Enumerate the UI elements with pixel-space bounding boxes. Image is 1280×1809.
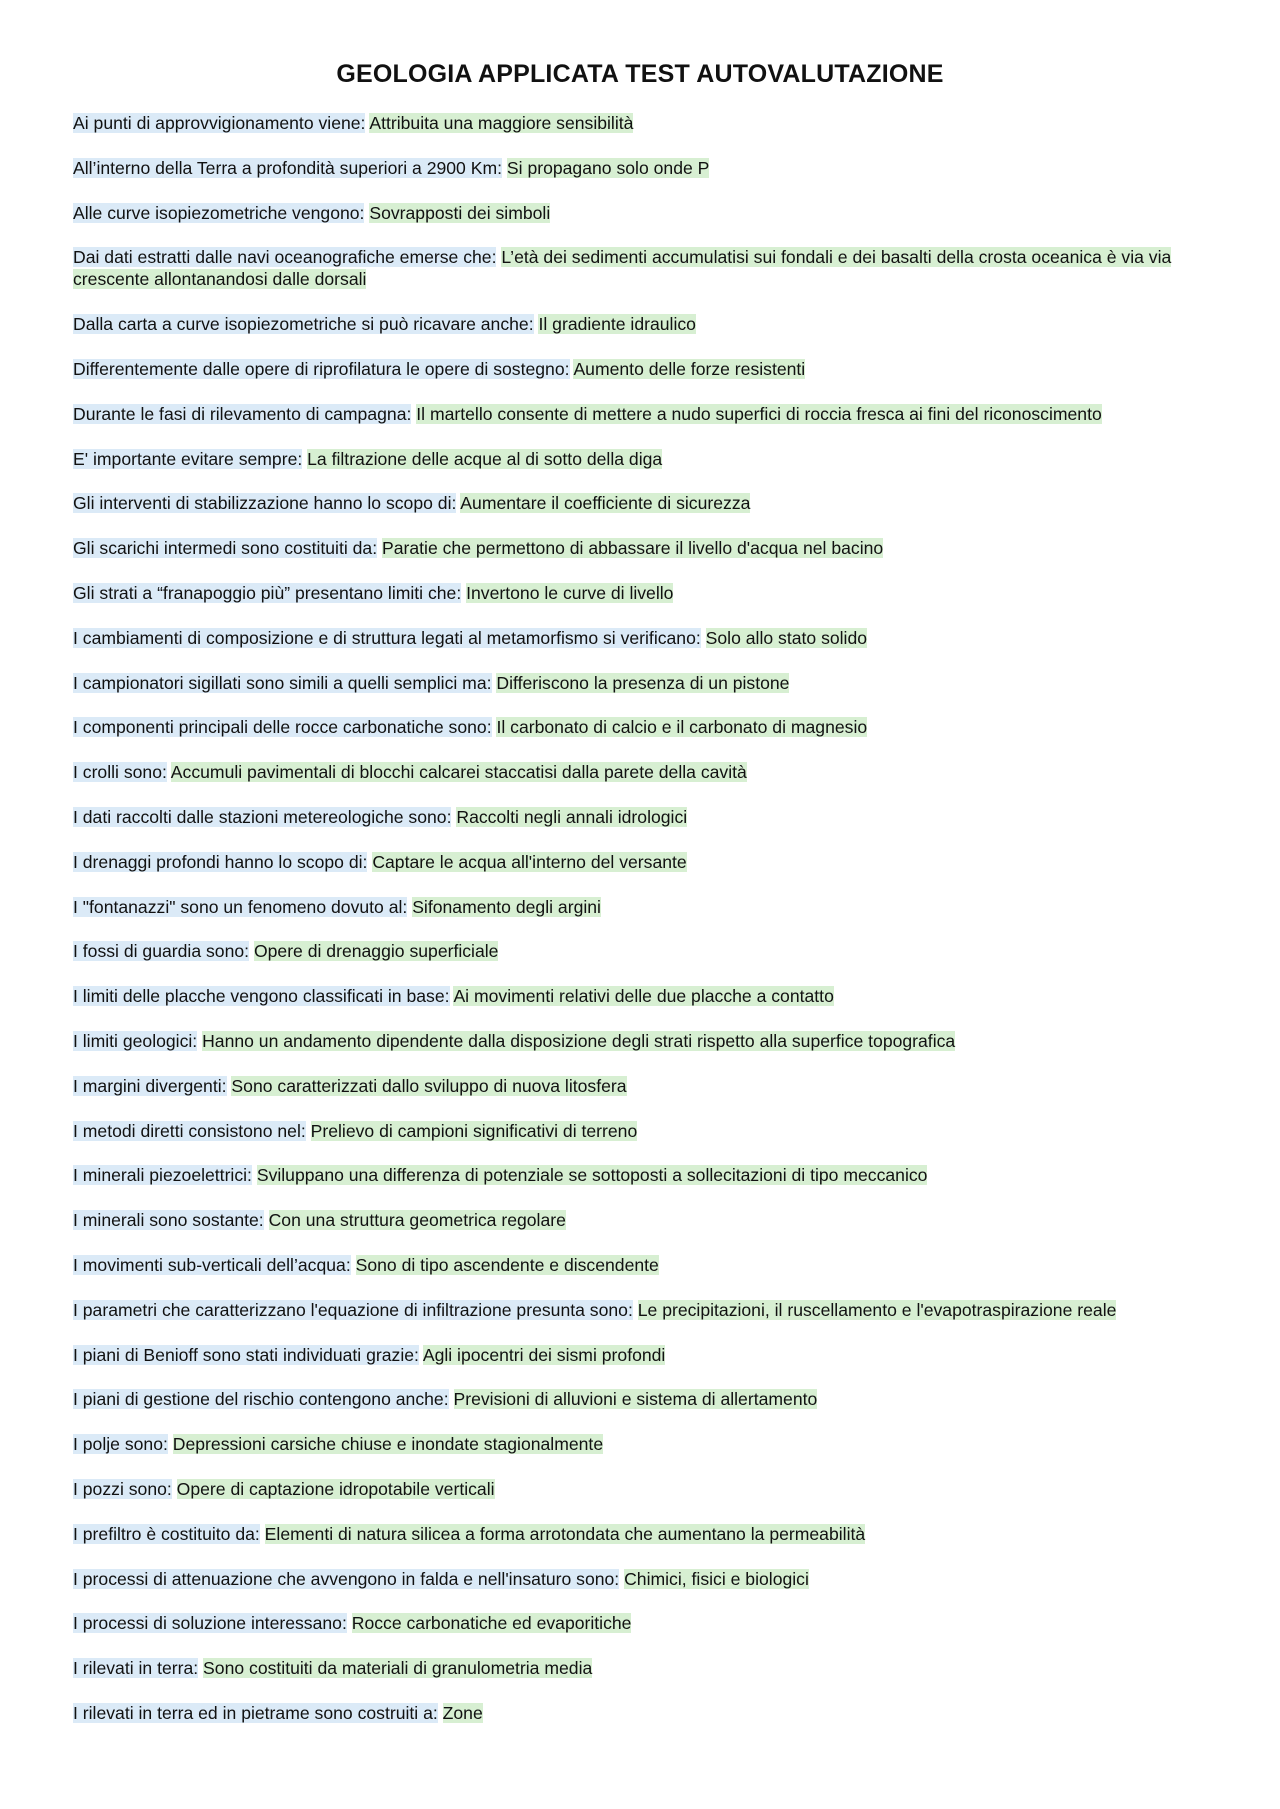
- answer-text: La filtrazione delle acque al di sotto della diga: [307, 448, 663, 469]
- answer-text: Con una struttura geometrica regolare: [268, 1210, 566, 1231]
- answer-text: Depressioni carsiche chiuse e inondate stagionalmente: [172, 1434, 604, 1455]
- answer-text: Elementi di natura silicea a forma arrotondata che aumentano la permeabilità: [264, 1523, 866, 1544]
- qa-item: [73, 537, 1213, 559]
- answer-text: Opere di drenaggio superficiale: [253, 941, 499, 962]
- qa-item: [73, 1523, 1213, 1545]
- answer-text: Le precipitazioni, il ruscellamento e l'evapotraspirazione reale: [637, 1299, 1117, 1320]
- question-text: I fossi di guardia sono:: [73, 941, 250, 962]
- qa-item: [73, 1299, 1213, 1321]
- question-text: I drenaggi profondi hanno lo scopo di:: [73, 851, 368, 872]
- question-text: I crolli sono:: [73, 762, 167, 783]
- answer-text: Chimici, fisici e biologici: [624, 1568, 809, 1589]
- answer-text: Differiscono la presenza di un pistone: [496, 672, 790, 693]
- answer-text: Attribuita una maggiore sensibilità: [369, 113, 634, 133]
- answer-text: Il martello consente di mettere a nudo superfici di roccia fresca ai fini del riconoscimento: [416, 403, 1102, 424]
- question-text: I cambiamenti di composizione e di struttura legati al metamorfismo si verificano:: [73, 627, 701, 648]
- qa-item: [73, 1030, 1213, 1052]
- answer-text: Agli ipocentri dei sismi profondi: [422, 1344, 666, 1365]
- qa-item: [73, 1388, 1213, 1410]
- qa-item: [73, 112, 1213, 134]
- answer-text: Aumento delle forze resistenti: [573, 358, 806, 379]
- qa-item: [73, 1433, 1213, 1455]
- question-text: Dalla carta a curve isopiezometriche si può ricavare anche:: [73, 314, 534, 335]
- question-text: I movimenti sub-verticali dell’acqua:: [73, 1254, 351, 1275]
- qa-item: [73, 448, 1213, 470]
- answer-text: Sifonamento degli argini: [412, 896, 601, 917]
- question-text: I dati raccolti dalle stazioni metereologiche sono:: [73, 806, 452, 827]
- question-text: I pozzi sono:: [73, 1478, 172, 1499]
- answer-text: Prelievo di campioni significativi di terreno: [310, 1120, 638, 1141]
- qa-item: [73, 1657, 1213, 1679]
- qa-item: [73, 1209, 1213, 1231]
- qa-item: [73, 1075, 1213, 1097]
- question-text: I piani di gestione del rischio contengono anche:: [73, 1389, 449, 1410]
- answer-text: Sono di tipo ascendente e discendente: [355, 1254, 659, 1275]
- question-text: I prefiltro è costituito da:: [73, 1523, 260, 1544]
- qa-item: [73, 985, 1213, 1007]
- qa-item: [73, 1120, 1213, 1142]
- answer-text: Accumuli pavimentali di blocchi calcarei staccatisi dalla parete della cavità: [170, 762, 747, 783]
- answer-text: Rocce carbonatiche ed evaporitiche: [351, 1613, 632, 1634]
- question-text: I polje sono:: [73, 1434, 168, 1455]
- question-text: I minerali piezoelettrici:: [73, 1165, 252, 1186]
- question-text: Alle curve isopiezometriche vengono:: [73, 202, 365, 223]
- qa-item: [73, 582, 1213, 604]
- qa-item: [73, 1344, 1213, 1366]
- answer-text: Sono caratterizzati dallo sviluppo di nuova litosfera: [231, 1075, 627, 1096]
- answer-text: Sviluppano una differenza di potenziale se sottoposti a sollecitazioni di tipo meccanico: [256, 1165, 928, 1186]
- question-text: Gli strati a “franapoggio più” presentano limiti che:: [73, 582, 462, 603]
- question-text: All’interno della Terra a profondità superiori a 2900 Km:: [73, 157, 503, 178]
- answer-text: Raccolti negli annali idrologici: [456, 806, 688, 827]
- answer-text: Paratie che permettono di abbassare il livello d'acqua nel bacino: [382, 538, 884, 559]
- qa-item: [73, 358, 1213, 380]
- qa-item: [73, 202, 1213, 224]
- question-text: I parametri che caratterizzano l'equazione di infiltrazione presunta sono:: [73, 1299, 633, 1320]
- question-text: Durante le fasi di rilevamento di campagna:: [73, 403, 412, 424]
- answer-text: Sovrapposti dei simboli: [369, 202, 551, 223]
- question-text: I piani di Benioff sono stati individuati grazie:: [73, 1344, 419, 1365]
- question-text: I margini divergenti:: [73, 1075, 227, 1096]
- question-text: I minerali sono sostante:: [73, 1210, 264, 1231]
- question-text: Differentemente dalle opere di riprofilatura le opere di sostegno:: [73, 358, 570, 379]
- qa-item: [73, 1254, 1213, 1276]
- question-text: E' importante evitare sempre:: [73, 448, 303, 469]
- qa-item: [73, 896, 1213, 918]
- qa-item: [73, 1612, 1213, 1634]
- answer-text: L’età dei sedimenti accumulatisi sui fondali e dei basalti della crosta oceanica è via via crescente allontanandosi dalle dorsali: [73, 247, 1172, 290]
- qa-item: [73, 627, 1213, 649]
- answer-text: Sono costituiti da materiali di granulometria media: [203, 1658, 593, 1679]
- answer-text: Zone: [442, 1702, 483, 1723]
- answer-text: Ai movimenti relativi delle due placche a contatto: [453, 986, 834, 1007]
- question-answer-list: [73, 112, 1213, 1747]
- answer-text: Hanno un andamento dipendente dalla disposizione degli strati rispetto alla superfice topografica: [202, 1030, 956, 1051]
- qa-item: [73, 672, 1213, 694]
- qa-item: [73, 157, 1213, 179]
- qa-item: [73, 851, 1213, 873]
- qa-item: [73, 940, 1213, 962]
- document-title: GEOLOGIA APPLICATA TEST AUTOVALUTAZIONE: [336, 60, 944, 88]
- qa-item: [73, 806, 1213, 828]
- qa-item: [73, 1478, 1213, 1500]
- question-text: I "fontanazzi" sono un fenomeno dovuto al:: [73, 896, 408, 917]
- answer-text: Aumentare il coefficiente di sicurezza: [460, 493, 751, 514]
- answer-text: Si propagano solo onde P: [506, 157, 710, 178]
- question-text: Gli interventi di stabilizzazione hanno lo scopo di:: [73, 493, 457, 514]
- question-text: Dai dati estratti dalle navi oceanografiche emerse che:: [73, 247, 497, 268]
- question-text: Ai punti di approvvigionamento viene:: [73, 113, 366, 133]
- question-text: I processi di attenuazione che avvengono in falda e nell'insaturo sono:: [73, 1568, 620, 1589]
- answer-text: Invertono le curve di livello: [466, 582, 674, 603]
- answer-text: Il gradiente idraulico: [538, 314, 696, 335]
- answer-text: Il carbonato di calcio e il carbonato di magnesio: [496, 717, 868, 738]
- answer-text: Previsioni di alluvioni e sistema di allertamento: [453, 1389, 818, 1410]
- question-text: I componenti principali delle rocce carbonatiche sono:: [73, 717, 492, 738]
- qa-item: [73, 1164, 1213, 1186]
- qa-item: [73, 761, 1213, 783]
- question-text: I rilevati in terra ed in pietrame sono costruiti a:: [73, 1702, 438, 1723]
- qa-item: [73, 716, 1213, 738]
- qa-item: [73, 246, 1213, 290]
- question-text: I limiti geologici:: [73, 1030, 198, 1051]
- qa-item: [73, 403, 1213, 425]
- answer-text: Captare le acqua all'interno del versante: [372, 851, 687, 872]
- qa-item: [73, 1568, 1213, 1590]
- qa-item: [73, 313, 1213, 335]
- qa-item: [73, 492, 1213, 514]
- question-text: I metodi diretti consistono nel:: [73, 1120, 306, 1141]
- question-text: I limiti delle placche vengono classificati in base:: [73, 986, 450, 1007]
- qa-item: [73, 1702, 1213, 1724]
- question-text: I campionatori sigillati sono simili a quelli semplici ma:: [73, 672, 492, 693]
- answer-text: Solo allo stato solido: [705, 627, 868, 648]
- question-text: I processi di soluzione interessano:: [73, 1613, 347, 1634]
- answer-text: Opere di captazione idropotabile verticali: [176, 1478, 495, 1499]
- question-text: I rilevati in terra:: [73, 1658, 199, 1679]
- question-text: Gli scarichi intermedi sono costituiti da:: [73, 538, 378, 559]
